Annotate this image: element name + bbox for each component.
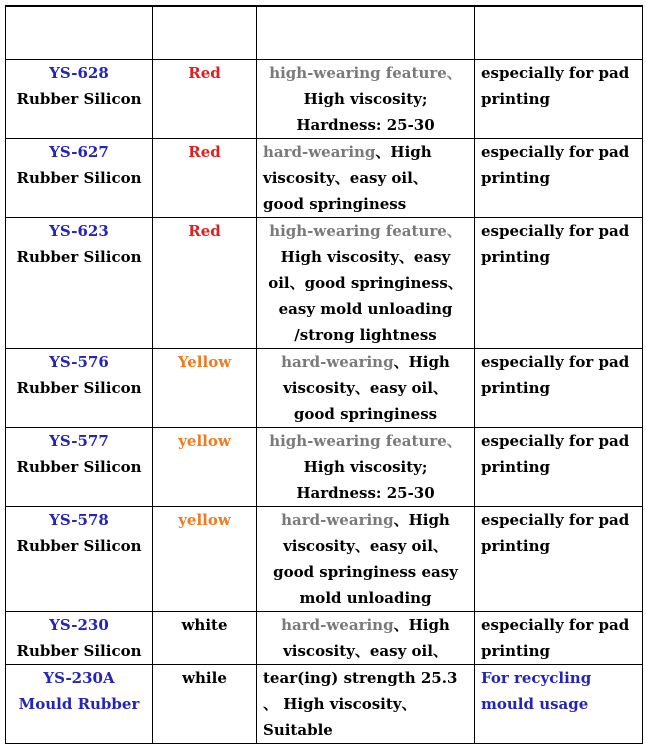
feature-lead: hard-wearing	[281, 353, 394, 371]
model-code: YS-230A	[43, 669, 115, 687]
model-cell	[6, 139, 153, 218]
model-name: Rubber Silicon	[16, 248, 142, 266]
feature-lead: hard-wearing	[281, 616, 394, 634]
usage-cell: especially for pad printing	[475, 507, 643, 612]
table-row	[6, 139, 643, 218]
table-row	[6, 612, 643, 665]
product-table	[5, 5, 643, 744]
feature-lead: high-wearing feature、	[269, 222, 462, 240]
table-row	[6, 349, 643, 428]
usage-cell: especially for pad printing	[475, 60, 643, 139]
model-code: YS-578	[49, 511, 109, 529]
feature-cell	[257, 60, 475, 139]
table-header-row	[6, 6, 643, 60]
feature-rest: 、High viscosity、easy oil、good springiness	[263, 143, 432, 213]
usage-cell: For recycling mould usage	[475, 665, 643, 744]
usage-cell: especially for pad printing	[475, 349, 643, 428]
header-cell	[153, 6, 257, 60]
feature-cell	[257, 218, 475, 349]
feature-rest: High viscosity、 Suitable	[263, 695, 417, 739]
table-row	[6, 665, 643, 744]
color-cell: Red	[153, 218, 257, 349]
feature-rest: High viscosity、easy oil、good springiness、easy mold unloading /strong lightness	[268, 248, 463, 344]
color-cell: white	[153, 612, 257, 665]
usage-cell: especially for pad printing	[475, 139, 643, 218]
color-cell: yellow	[153, 428, 257, 507]
header-cell	[257, 6, 475, 60]
usage-cell: especially for pad printing	[475, 218, 643, 349]
color-cell: Red	[153, 60, 257, 139]
color-cell: yellow	[153, 507, 257, 612]
feature-lead: hard-wearing	[281, 511, 394, 529]
model-cell	[6, 507, 153, 612]
feature-rest: 、High viscosity、easy oil、good springiness easy mold unloading	[273, 511, 458, 607]
usage-cell: especially for pad printing	[475, 612, 643, 665]
feature-cell	[257, 349, 475, 428]
model-code: YS-623	[49, 222, 109, 240]
feature-lead: hard-wearing	[263, 143, 376, 161]
model-code: YS-230	[49, 616, 109, 634]
feature-cell	[257, 507, 475, 612]
model-name: Rubber Silicon	[16, 169, 142, 187]
table-row	[6, 428, 643, 507]
model-cell	[6, 428, 153, 507]
model-cell	[6, 665, 153, 744]
feature-rest: High viscosity; Hardness: 25-30	[296, 90, 435, 134]
model-name: Mould Rubber	[18, 695, 140, 713]
color-cell: Yellow	[153, 349, 257, 428]
model-name: Rubber Silicon	[16, 642, 142, 660]
model-cell	[6, 349, 153, 428]
feature-lead: high-wearing feature、	[269, 64, 462, 82]
feature-lead: high-wearing feature、	[269, 432, 462, 450]
model-name: Rubber Silicon	[16, 537, 142, 555]
feature-cell	[257, 428, 475, 507]
feature-rest: High viscosity; Hardness: 25-30	[296, 458, 435, 502]
model-name: Rubber Silicon	[16, 379, 142, 397]
model-code: YS-628	[49, 64, 109, 82]
table-row	[6, 60, 643, 139]
header-cell	[475, 6, 643, 60]
feature-cell	[257, 665, 475, 744]
feature-rest: 、High viscosity、easy oil、	[283, 616, 450, 660]
feature-rest: 、High viscosity、easy oil、good springiness	[283, 353, 450, 423]
model-name: Rubber Silicon	[16, 458, 142, 476]
feature-lead: tear(ing) strength 25.3 、	[263, 669, 458, 713]
model-cell	[6, 612, 153, 665]
table-row	[6, 507, 643, 612]
usage-cell: especially for pad printing	[475, 428, 643, 507]
feature-cell	[257, 612, 475, 665]
model-cell	[6, 60, 153, 139]
table-row	[6, 218, 643, 349]
color-cell: Red	[153, 139, 257, 218]
model-name: Rubber Silicon	[16, 90, 142, 108]
model-code: YS-627	[49, 143, 109, 161]
model-code: YS-577	[49, 432, 109, 450]
feature-cell	[257, 139, 475, 218]
color-cell: while	[153, 665, 257, 744]
model-cell	[6, 218, 153, 349]
header-cell	[6, 6, 153, 60]
model-code: YS-576	[49, 353, 109, 371]
